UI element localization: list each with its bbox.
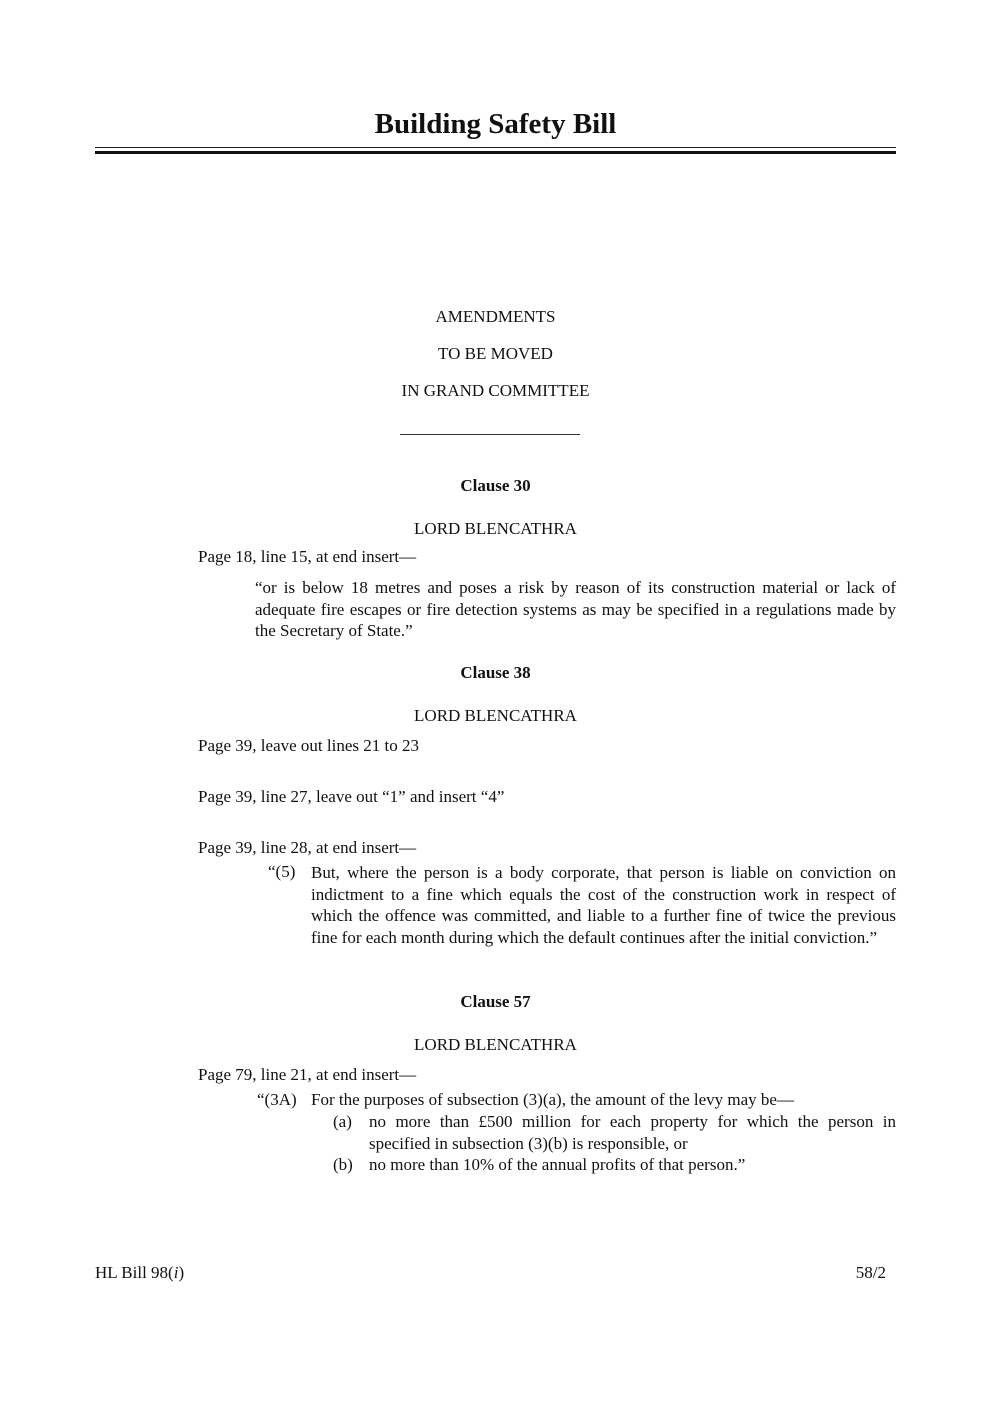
item-text: no more than £500 million for each property for which the person in specified in subsection (3)(b) is responsible, or — [369, 1112, 896, 1153]
subsection-label: “(3A) — [257, 1090, 297, 1109]
bill-reference-text: HL Bill 98( — [95, 1263, 174, 1282]
amendment-instruction: Page 18, line 15, at end insert— — [198, 547, 417, 566]
item-label: (a) — [333, 1112, 352, 1131]
amendment-text: But, where the person is a body corporate, that person is liable on conviction on indictment to a fine which equals the cost of the construction work in respect of which the offence was committed, and liable to a further fine of twice the previous fine for each month during which the default continues after the initial conviction.” — [311, 863, 896, 947]
item-text: no more than 10% of the annual profits of that person.” — [369, 1155, 746, 1174]
title-rule-thick — [95, 151, 896, 154]
item-label: (b) — [333, 1155, 353, 1174]
amendment-instruction: Page 39, line 27, leave out “1” and insert “4” — [198, 787, 505, 806]
bill-title: Building Safety Bill — [374, 108, 617, 140]
intro-line-2: TO BE MOVED — [438, 344, 553, 363]
bill-reference-end: ) — [178, 1263, 185, 1282]
amendment-instruction: Page 39, line 28, at end insert— — [198, 838, 417, 857]
bill-reference — [95, 1263, 184, 1283]
amendment-text: For the purposes of subsection (3)(a), the amount of the levy may be— — [311, 1090, 794, 1109]
clause-heading: Clause 38 — [460, 663, 531, 682]
subsection-label: “(5) — [268, 862, 296, 881]
member-name: LORD BLENCATHRA — [414, 706, 577, 725]
member-name: LORD BLENCATHRA — [414, 519, 577, 538]
bill-reference-italic: i — [173, 1263, 179, 1282]
amendment-instruction: Page 39, leave out lines 21 to 23 — [198, 736, 419, 755]
amendment-text: “or is below 18 metres and poses a risk by reason of its construction material or lack of adequate fire escapes or fire detection systems as may be specified in a regulations made by the Secretary of State.” — [255, 578, 896, 640]
title-rule-thin — [95, 147, 896, 148]
intro-line-3: IN GRAND COMMITTEE — [401, 381, 590, 400]
page-number: 58/2 — [855, 1263, 886, 1282]
amendment-instruction: Page 79, line 21, at end insert— — [198, 1065, 417, 1084]
intro-line-1: AMENDMENTS — [435, 307, 556, 326]
clause-heading: Clause 57 — [460, 992, 531, 1011]
section-divider — [400, 434, 580, 435]
member-name: LORD BLENCATHRA — [414, 1035, 577, 1054]
clause-heading: Clause 30 — [460, 476, 531, 495]
